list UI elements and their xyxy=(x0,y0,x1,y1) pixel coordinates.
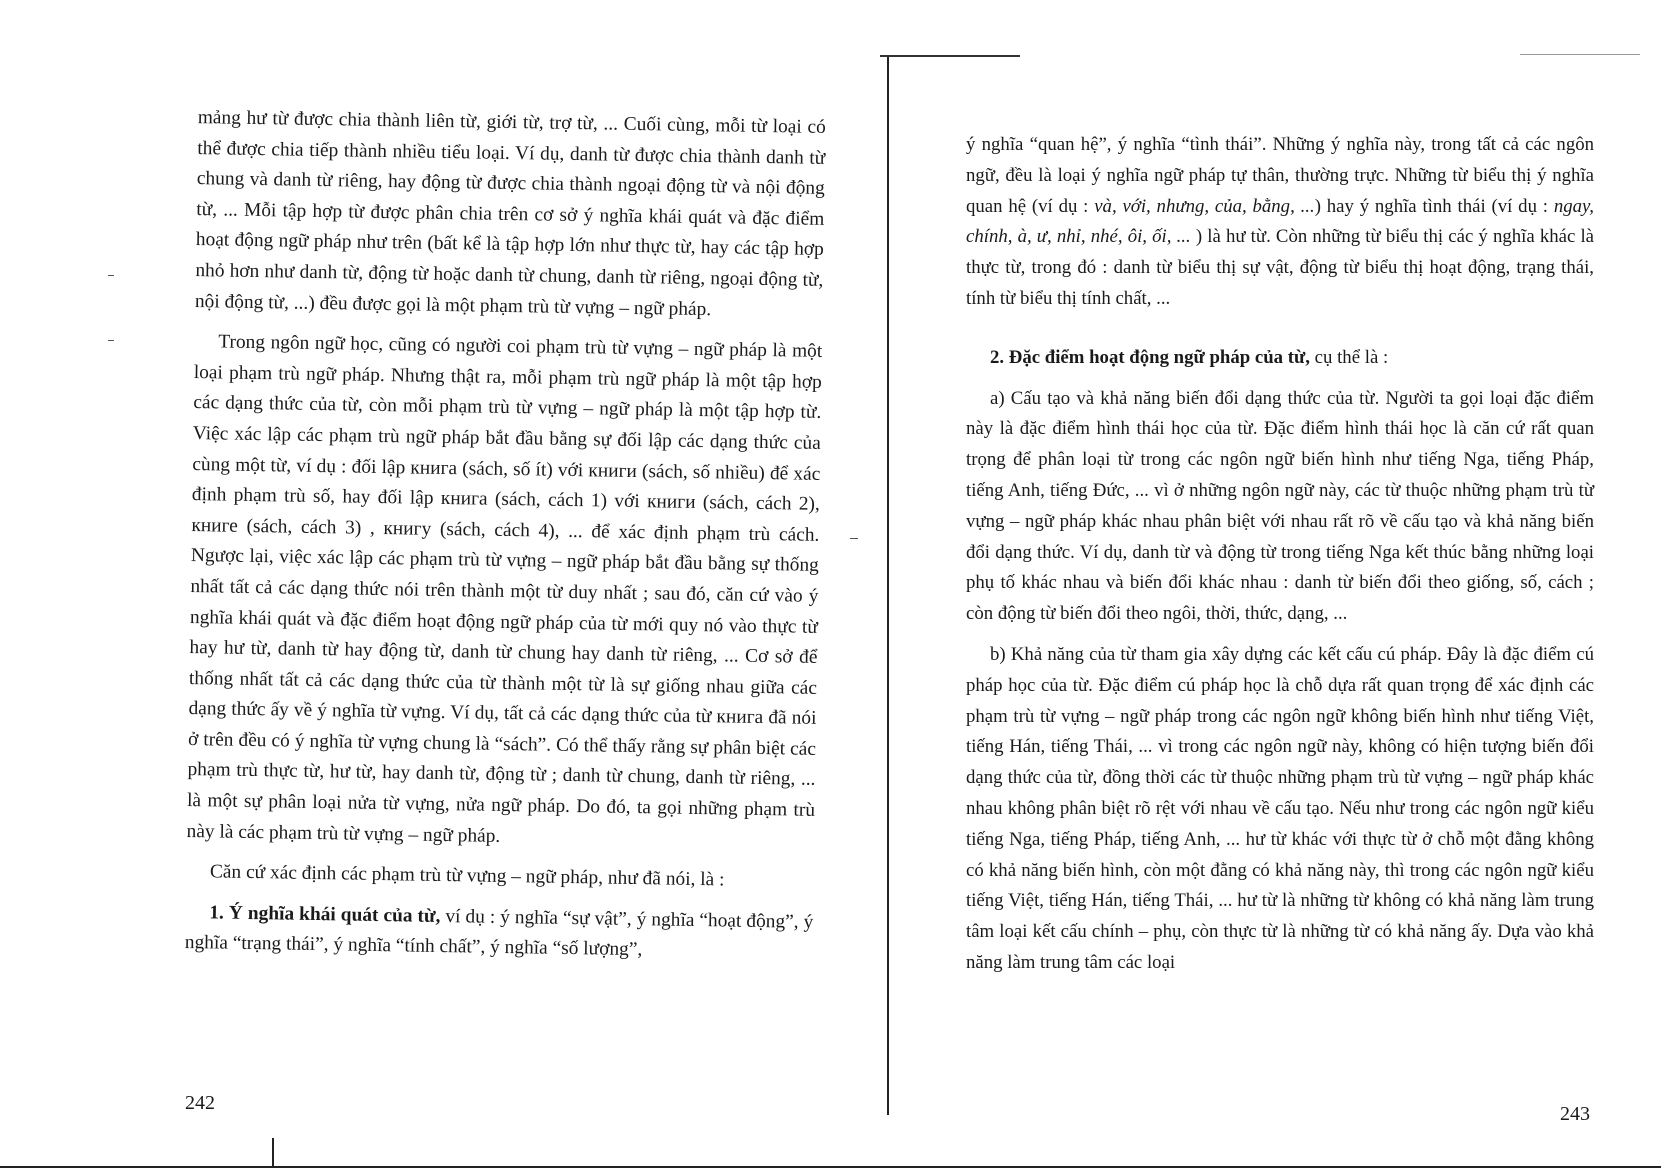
paragraph xyxy=(966,130,1594,315)
right-text-column xyxy=(966,130,1594,979)
paragraph-a: a) Cấu tạo và khả năng biến đổi dạng thức của từ. Người ta gọi loại đặc điểm này là đặc điểm hình thái học của từ. Đặc điểm hình thái học là căn cứ rất quan trọng để phân loại từ trong các ngôn ngữ biến hình như tiếng Nga, tiếng Pháp, tiếng Anh, tiếng Đức, ... vì ở những ngôn ngữ này, các từ thuộc những phạm trù từ vựng – ngữ pháp khác nhau phân biệt với nhau rất rõ về cấu tạo và khả năng biến đổi dạng thức. Ví dụ, danh từ và động từ trong tiếng Nga kết thúc bằng những loại phụ tố khác nhau và biến đổi khác nhau : danh từ biến đổi theo giống, số, cách ; còn động từ biến đổi theo ngôi, thời, thức, dạng, ... xyxy=(966,387,1594,625)
text-run: ) hay ý nghĩa tình thái (ví dụ : xyxy=(1314,195,1554,217)
paragraph: Trong ngôn ngữ học, cũng có người coi phạm trù từ vựng – ngữ pháp là một loại phạm trù ngữ pháp. Nhưng thật ra, mỗi phạm trù ngữ pháp là một tập hợp các dạng thức của từ, còn mỗi phạm trù từ vựng – ngữ pháp là một tập hợp từ. Việc xác lập các phạm trù ngữ pháp bắt đầu bằng sự đối lập các dạng thức của cùng một từ, ví dụ : đối lập книга (sách, số ít) với книги (sách, số nhiều) để xác định phạm trù số, hay đối lập книга (sách, cách 1) với книги (sách, cách 2), книге (sách, cách 3) , книгу (sách, cách 4), ... để xác định phạm trù cách. Ngược lại, việc xác lập các phạm trù từ vựng – ngữ pháp bắt đầu bằng sự thống nhất tất cả các dạng thức nói trên thành một từ duy nhất ; sau đó, căn cứ vào ý nghĩa khái quát và đặc điểm hoạt động ngữ pháp của từ mới quy nó vào thực từ hay hư từ, danh từ hay động từ, danh từ chung hay danh từ riêng, ... Cơ sở để thống nhất tất cả các dạng thức của từ thành một từ là sự giống nhau giữa các dạng thức ấy về ý nghĩa từ vựng. Ví dụ, tất cả các dạng thức của từ книга đã nói ở trên đều có ý nghĩa từ vựng chung là “sách”. Có thể thấy rằng sự phân biệt các phạm trù thực từ, hư từ, hay danh từ, động từ ; danh từ chung, danh từ riêng, ... là một sự phân loại nửa từ vựng, nửa ngữ pháp. Do đó, ta gọi những phạm trù này là các phạm trù từ vựng – ngữ pháp. xyxy=(186,331,823,847)
point-1-text: ví dụ : ý nghĩa “sự vật”, ý nghĩa “hoạt động”, ý nghĩa “trạng thái”, ý nghĩa “tính chất”, ý nghĩa “số lượng”, xyxy=(184,905,814,961)
point-1-heading: 1. Ý nghĩa khái quát của từ, xyxy=(209,902,441,927)
page-number-left: 242 xyxy=(185,1092,215,1114)
text-run: ý nghĩa “quan hệ”, ý nghĩa “tình thái”. Những ý nghĩa này, trong tất cả các ngôn ngữ, đều là loại ý nghĩa ngữ pháp tự thân, thường trực. Những từ biểu thị ý nghĩa quan hệ (ví dụ : xyxy=(966,134,1594,217)
page-number-right: 243 xyxy=(1560,1103,1590,1125)
left-text-column xyxy=(185,103,826,969)
point-1-paragraph xyxy=(185,898,814,969)
example-words: và, với, nhưng, của, bằng, ... xyxy=(1094,195,1315,217)
paragraph: mảng hư từ được chia thành liên từ, giới từ, trợ từ, ... Cuối cùng, mỗi từ loại có thể được chia tiếp thành nhiều tiểu loại. Ví dụ, danh từ được chia thành danh từ chung và danh từ riêng, hay động từ được chia thành ngoại động từ và nội động từ, ... Mỗi tập hợp từ được phân chia trên cơ sở ý nghĩa khái quát và đặc điểm hoạt động ngữ pháp như trên (bất kể là tập hợp lớn như thực từ, hay các tập hợp nhỏ hơn như danh từ, động từ hoặc danh từ chung, danh từ riêng, ngoại động từ, nội động từ, ...) đều được gọi là một phạm trù từ vựng – ngữ pháp. xyxy=(194,107,826,320)
point-2-text: cụ thể là : xyxy=(1309,346,1389,368)
paragraph: Căn cứ xác định các phạm trù từ vựng – ngữ pháp, như đã nói, là : xyxy=(209,861,725,891)
paragraph-b: b) Khả năng của từ tham gia xây dựng các kết cấu cú pháp. Đây là đặc điểm cú pháp học của từ. Đặc điểm cú pháp học là chỗ dựa rất quan trọng để xác định các phạm trù từ vựng – ngữ pháp trong các ngôn ngữ không biến hình như tiếng Việt, tiếng Hán, tiếng Thái, ... vì trong các ngôn ngữ này, không có hiện tượng biến đổi dạng thức của từ, đồng thời các từ thuộc những phạm trù từ vựng – ngữ pháp khác nhau không phân biệt rõ rệt với nhau về cấu tạo. Nếu như trong các ngôn ngữ kiểu tiếng Nga, tiếng Pháp, tiếng Anh, ... hư từ khác với thực từ ở chỗ một đằng không có khả năng biến hình, còn một đằng có khả năng này, thì trong các ngôn ngữ kiểu tiếng Việt, tiếng Hán, tiếng Thái, ... hư từ là những từ không có khả năng làm trung tâm loại kết cấu chính – phụ, còn thực từ là những từ có khả năng ấy. Dựa vào khả năng làm trung tâm các loại xyxy=(966,643,1594,973)
point-2-heading: 2. Đặc điểm hoạt động ngữ pháp của từ, xyxy=(990,346,1310,368)
point-2-paragraph xyxy=(966,343,1594,374)
example-words: ngay, chính, à, ư, nhỉ, nhé, ôi, ối, ... xyxy=(966,195,1594,248)
text-run: ) là hư từ. Còn những từ biểu thị các ý nghĩa khác là thực từ, trong đó : danh từ biểu thị sự vật, động từ biểu thị hoạt động, trạng thái, tính từ biểu thị tính chất, ... xyxy=(966,226,1595,309)
